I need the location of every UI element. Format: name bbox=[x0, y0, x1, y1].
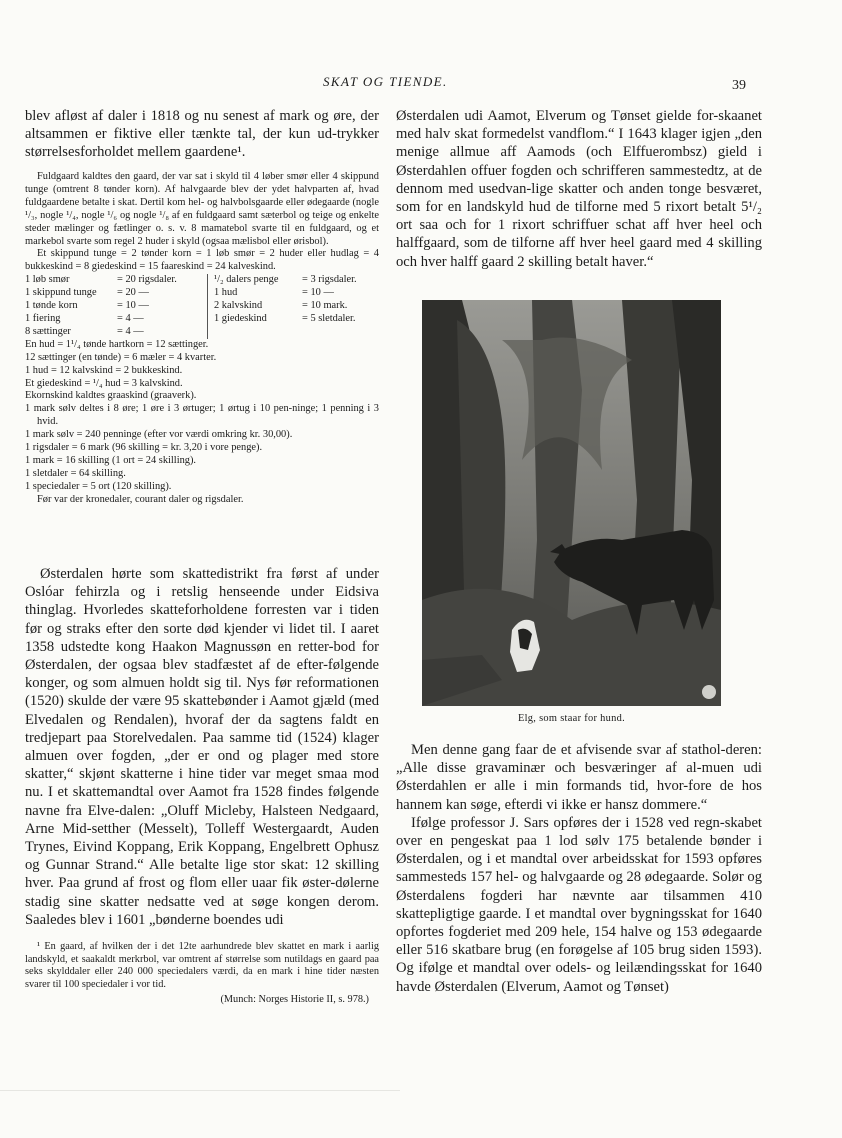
value-cell bbox=[302, 326, 379, 339]
value-cell: = 4 — bbox=[117, 312, 144, 324]
note-paragraph-skippund: Et skippund tunge = 2 tønder korn = 1 løb smør = 2 huder eller hudlag = 4 bukkeskind = 8 giedeskind = 15 faareskind = 24 kalveskind. bbox=[25, 248, 379, 273]
value-cell: = 10 mark. bbox=[302, 300, 348, 312]
value-cell: = 4 — bbox=[117, 325, 144, 337]
unit-cell: 1 giedeskind bbox=[208, 313, 303, 326]
table-row bbox=[208, 326, 379, 339]
right-column-top bbox=[396, 107, 762, 271]
unit-cell: ¹/₂ dalers penge bbox=[208, 274, 303, 287]
photo-illustration bbox=[422, 300, 721, 706]
table-row bbox=[208, 300, 379, 313]
footnote-source: (Munch: Norges Historie II, s. 978.) bbox=[220, 994, 369, 1006]
unit-table-left bbox=[25, 274, 207, 339]
left-column-intro bbox=[25, 107, 379, 162]
unit-cell: 1 løb smør bbox=[25, 274, 70, 286]
quote-paragraph: Østerdalen udi Aamot, Elverum og Tønset gielde for-skaanet med halv skat formedelst vandflom.“ I 1643 klager igjen „den menige allmue aff Aamods (och Elffuerombsz) gield i Østerdahlen offuer fogden och schrifferen sammestedtz, at de dennom med usedvan-lige skatter och anden tonge besværet, som for en landskyld hud de tilforne med 5 rixort betalt 5¹/₂ ort saa och for 1 rixort schriffuer schat aff hver heel och halffgaard, som de tilforne aff hver heel gaard med 4 skilling och hver halff gaard 2 skilling betalt haver.“ bbox=[396, 108, 762, 270]
unit-cell: 1 hud bbox=[208, 287, 303, 300]
unit-cell: 2 kalvskind bbox=[208, 300, 303, 313]
unit-tables bbox=[25, 274, 379, 339]
table-row bbox=[208, 287, 379, 300]
scan-edge bbox=[0, 1090, 400, 1138]
sars-paragraph: Ifølge professor J. Sars opføres der i 1528 ved regn-skabet over en pengeskat paa 1 lod sølv 175 betalende bønder i Østerdalen, og i et mandtal over arbeidsskat for 1593 opføres sammesteds 157 hel- og halvgaarde og 28 ødegaarde. Solør og Østerdalens fogderi har nævnte aar tilsammen 410 skattepligtige gaarde. I et mandtal over bygningsskat for 1640 opfortes fogderiet med 209 hele, 154 halve og 153 ødegaarde eller 516 skatbare brug (en forøgelse af 105 brug siden 1593). Og ifølge et mandtal over odels- og leilændingsskat for 1640 havde Østerdalen (Elverum, Aamot og Tønset) bbox=[396, 814, 762, 995]
note-line: 1 mark sølv = 240 penninge (efter vor værdi omkring kr. 30,00). bbox=[25, 429, 293, 441]
right-column-bottom bbox=[396, 741, 762, 996]
note-line-last: Før var der kronedaler, courant daler og rigsdaler. bbox=[37, 493, 244, 505]
moose-photograph bbox=[422, 300, 721, 706]
note-line: Ekornskind kaldtes graaskind (graaverk). bbox=[25, 390, 197, 402]
footnote bbox=[25, 941, 379, 1007]
note-paragraph-fuldgaard: Fuldgaard kaldtes den gaard, der var sat i skyld til 4 løber smør eller 4 skippund tunge (omtrent 8 tønder korn). Af halvgaarde blev der ydet halvparten af, hvad fuldgaardene betalte i skat. Dertil kom hel- og halvbolsgaarde eller ødegaarde (nogle ¹/₃, nogle ¹/₄, nogle ¹/₆ og nogle ¹/₈ af en fuldgaard samt sæterbol og teige og enkelte steder mælinger og fætlinger o. s. v. 8 mamatebol svarte til en fuldgaard, og et markebol svarte som regel 2 huder i skyld (ogsaa mælisbol eller ørisbol). bbox=[25, 171, 379, 247]
value-cell: = 10 — bbox=[302, 287, 334, 299]
table-row bbox=[208, 274, 379, 287]
unit-cell: 1 skippund tunge bbox=[25, 287, 97, 299]
measures-note bbox=[25, 171, 379, 507]
unit-table-right bbox=[207, 274, 379, 339]
value-cell: = 10 — bbox=[117, 300, 149, 312]
note-line: 1 mark = 16 skilling (1 ort = 24 skilling). bbox=[25, 454, 197, 466]
note-line: 1 hud = 12 kalvskind = 2 bukkeskind. bbox=[25, 364, 183, 376]
note-line: 1 mark sølv deltes i 8 øre; 1 øre i 3 ørtuger; 1 ørtug i 10 pen-ninge; 1 penning i 3 hvid. bbox=[25, 403, 379, 428]
note-line: 1 rigsdaler = 6 mark (96 skilling = kr. 3,20 i vore penge). bbox=[25, 442, 263, 454]
unit-cell: 8 sættinger bbox=[25, 325, 71, 337]
value-cell: = 20 rigsdaler. bbox=[117, 274, 177, 286]
table-row bbox=[25, 326, 207, 339]
note-line: Et giedeskind = ¹/₄ hud = 3 kalvskind. bbox=[25, 377, 183, 389]
page-header bbox=[0, 74, 842, 94]
note-line: En hud = 1¹/₄ tønde hartkorn = 12 sættinger. bbox=[25, 338, 209, 350]
table-row bbox=[25, 300, 207, 313]
unit-cell bbox=[208, 326, 303, 339]
main-paragraph: Østerdalen hørte som skattedistrikt fra først af under Oslóar fehirzla og i retslig henseende under Eidsiva thinglag. Hvorledes skatteforholdene forresten var i tiden før og straks efter den sorte død kjender vi lidet til. I aaret 1358 udstedte kong Haakon Magnussøn en retter-bod for Østerdalen, der ogsaa blev stadfæstet af de efter-følgende konger, og som almuen holdt sig til. Nys før reformationen (1520) skulde der være 95 skattebønder i Aamot gjæld (med Elvedalen og Rendalen), hvoraf der da sagtens faldt en tredjepart paa Storelvedalen. Paa samme tid (1524) klager almuen over fogden, „der er ond og plager med store skatter,“ skjønt skatterne i hine tider var meget smaa mod nu. I et skattemandtal over Aamot fra 1528 findes følgende navne fra Elve-dalen: „Oluff Micleby, Halsteen Nedgaard, Arne Mid-setther (Messelt), Tolleff Westergaardt, Auden Trynes, Eivind Koppang, Erik Koppang, Engelbrett Ophusz og Gunnar Strand.“ Alle betalte lige stor skat: 12 skilling hver. Paa grund af frost og flom eller uaar fik øster-dølerne stadig sine skatter nedsatte ved at søge kongen derom. Saaledes blev i 1601 „bønderne boendes udi bbox=[25, 566, 379, 928]
table-row bbox=[25, 274, 207, 287]
value-cell: = 20 — bbox=[117, 287, 149, 299]
footnote-text: ¹ En gaard, af hvilken der i det 12te aarhundrede blev skattet en mark i aarlig landskyld, et saakaldt merkrbol, var omtrent af størrelse som nutildags en gaard paa seks skylddaler eller 240 000 speciedalers værdi, da en mark i hine tider næsten svarer til 100 speciedaler i vor tid. bbox=[25, 941, 379, 990]
note-line: 12 sættinger (en tønde) = 6 mæler = 4 kvarter. bbox=[25, 351, 217, 363]
statholder-paragraph: Men denne gang faar de et afvisende svar af stathol-deren: „Alle disse gravaminær och besværinger af al-muen udi Østerdahlen er alle i min formands tid, hvor-fore de hos hannem kan søge, efterdi vi ikke er hansz dommere.“ bbox=[396, 742, 762, 813]
note-line: 1 speciedaler = 5 ort (120 skilling). bbox=[25, 480, 172, 492]
table-row bbox=[25, 313, 207, 326]
running-title: SKAT OG TIENDE. bbox=[323, 74, 448, 89]
unit-cell: 1 fiering bbox=[25, 312, 61, 324]
figure-caption: Elg, som staar for hund. bbox=[517, 713, 626, 724]
note-line: 1 sletdaler = 64 skilling. bbox=[25, 467, 126, 479]
unit-cell: 1 tønde korn bbox=[25, 300, 78, 312]
value-cell: = 3 rigsdaler. bbox=[302, 274, 357, 286]
table-row bbox=[208, 313, 379, 326]
intro-paragraph: blev afløst af daler i 1818 og nu senest af mark og øre, der altsammen er fiktive eller tænkte tal, der kun ud-trykker størrelsesforholdet mellem gaardene¹. bbox=[25, 108, 379, 161]
left-column-main bbox=[25, 565, 379, 929]
value-cell: = 5 sletdaler. bbox=[302, 312, 356, 324]
table-row bbox=[25, 287, 207, 300]
page-number: 39 bbox=[732, 78, 746, 93]
